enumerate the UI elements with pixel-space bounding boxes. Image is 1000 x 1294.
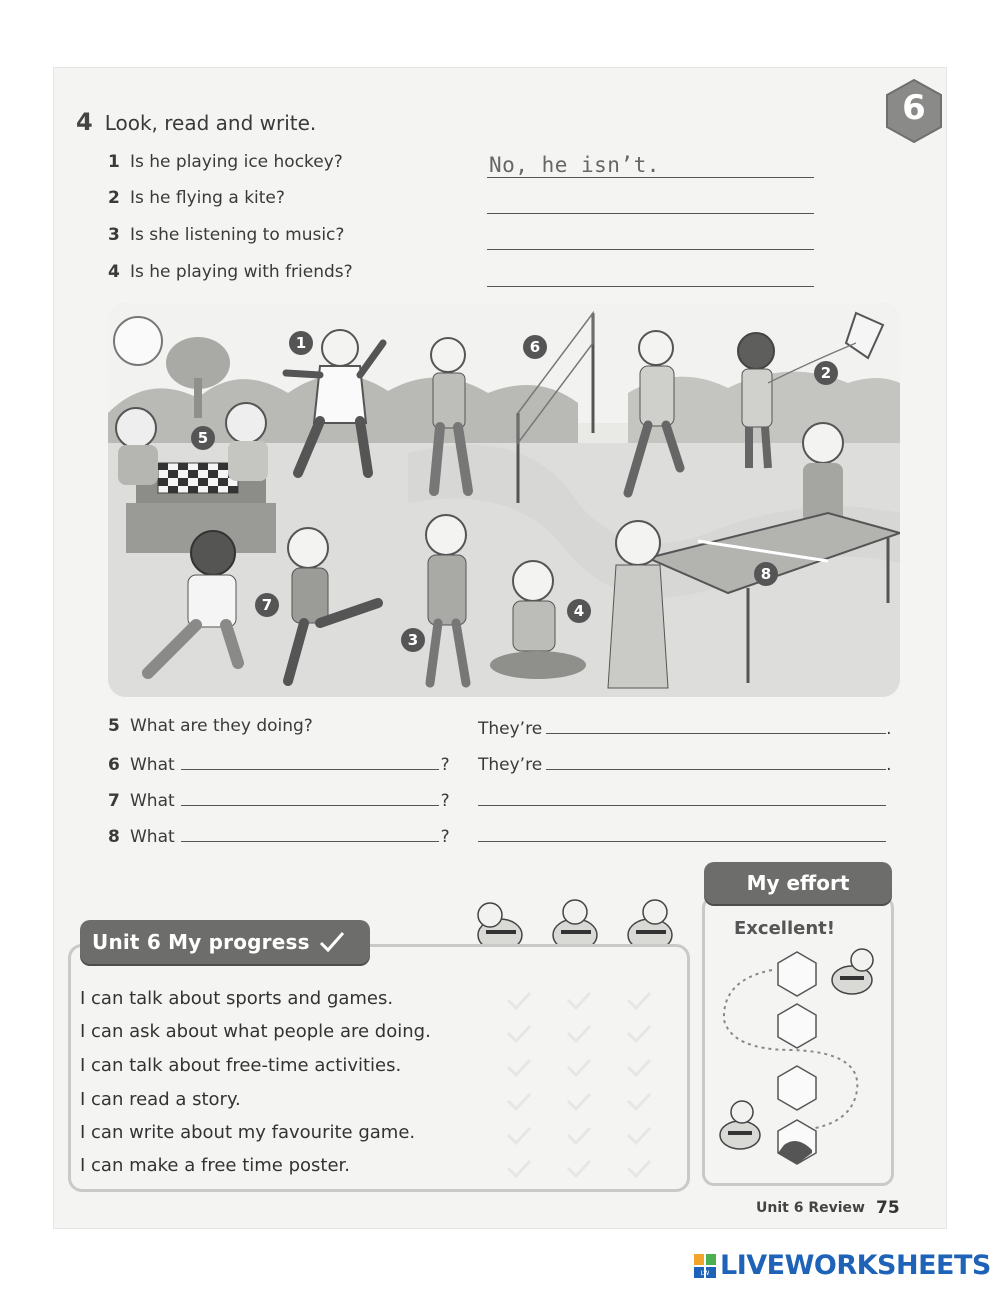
question-3 <box>108 225 344 245</box>
question-8 <box>108 824 450 847</box>
svg-text:2: 2 <box>820 364 832 382</box>
answer-field-3[interactable] <box>487 224 814 250</box>
question-number: 5 <box>108 716 120 736</box>
answer-5 <box>478 716 892 739</box>
svg-text:8: 8 <box>760 565 772 583</box>
question-blank-6[interactable] <box>181 752 439 770</box>
svg-text:6: 6 <box>529 338 541 356</box>
question-6 <box>108 752 450 775</box>
picture-label-5 <box>191 426 215 450</box>
answer-blank-5[interactable] <box>546 716 886 734</box>
answer-text <box>487 189 489 213</box>
question-text: What are they doing? <box>130 716 313 736</box>
question-word: What <box>130 791 175 811</box>
question-text: Is he playing ice hockey? <box>130 152 343 172</box>
question-number: 2 <box>108 188 120 208</box>
answer-field-1[interactable] <box>487 152 814 178</box>
effort-hexagon-path-icon <box>712 940 887 1175</box>
example-answer: No, he isn’t. <box>489 153 660 177</box>
progress-item-4: I can read a story. <box>80 1089 241 1110</box>
exercise-title: Look, read and write. <box>104 111 317 135</box>
answer-blank-7[interactable] <box>478 788 886 806</box>
progress-item-2: I can ask about what people are doing. <box>80 1021 431 1042</box>
svg-text:5: 5 <box>197 429 209 447</box>
progress-title-text: Unit 6 My progress <box>92 930 310 954</box>
answer-6 <box>478 752 892 775</box>
answer-field-2[interactable] <box>487 188 814 214</box>
picture-label-8 <box>754 562 778 586</box>
footer-section: Unit 6 Review <box>756 1200 865 1216</box>
picture-label-3 <box>401 628 425 652</box>
picture-label-2 <box>814 361 838 385</box>
question-2 <box>108 188 285 208</box>
progress-item-6: I can make a free time poster. <box>80 1155 350 1176</box>
svg-text:7: 7 <box>261 596 273 614</box>
progress-title <box>80 920 370 964</box>
period: . <box>886 755 892 775</box>
question-4 <box>108 262 353 282</box>
svg-text:LW: LW <box>700 1269 710 1277</box>
question-number: 4 <box>108 262 120 282</box>
answer-text <box>487 262 489 286</box>
faint-checkmarks-icon <box>488 985 678 1185</box>
question-text: Is he playing with friends? <box>130 262 353 282</box>
question-mark: ? <box>440 791 450 811</box>
unit-number: 6 <box>902 88 926 128</box>
effort-label: Excellent! <box>734 918 835 939</box>
answer-prefix: They’re <box>478 719 543 739</box>
question-number: 1 <box>108 152 120 172</box>
period: . <box>886 719 892 739</box>
answer-prefix: They’re <box>478 755 543 775</box>
park-scene-illustration <box>108 303 900 697</box>
question-mark: ? <box>440 755 450 775</box>
checkmark-icon <box>318 930 346 954</box>
sun-icon <box>114 317 162 365</box>
question-number: 3 <box>108 225 120 245</box>
unit-badge <box>884 78 944 144</box>
question-number: 7 <box>108 791 120 811</box>
question-number: 6 <box>108 755 120 775</box>
question-text: Is he flying a kite? <box>130 188 285 208</box>
question-1 <box>108 152 343 172</box>
answer-8 <box>478 824 886 842</box>
answer-text <box>487 225 489 249</box>
answer-blank-8[interactable] <box>478 824 886 842</box>
question-5 <box>108 716 313 736</box>
question-word: What <box>130 755 175 775</box>
brand-name: LIVEWORKSHEETS <box>720 1250 991 1281</box>
svg-text:1: 1 <box>295 334 307 352</box>
question-mark: ? <box>440 827 450 847</box>
svg-text:4: 4 <box>573 602 585 620</box>
question-blank-8[interactable] <box>181 824 439 842</box>
question-text: Is she listening to music? <box>130 225 345 245</box>
exercise-header <box>76 108 316 136</box>
question-7 <box>108 788 450 811</box>
picture-label-6 <box>523 335 547 359</box>
liveworksheets-logo-icon <box>694 1254 716 1278</box>
progress-item-3: I can talk about free-time activities. <box>80 1055 402 1076</box>
answer-blank-6[interactable] <box>546 752 886 770</box>
progress-item-1: I can talk about sports and games. <box>80 988 394 1009</box>
svg-text:3: 3 <box>407 631 419 649</box>
question-word: What <box>130 827 175 847</box>
liveworksheets-brand[interactable] <box>694 1250 991 1281</box>
question-number: 8 <box>108 827 120 847</box>
effort-title: My effort <box>704 862 892 904</box>
picture-label-1 <box>289 331 313 355</box>
picture-label-7 <box>255 593 279 617</box>
answer-field-4[interactable] <box>487 261 814 287</box>
answer-7 <box>478 788 886 806</box>
page-number: 75 <box>876 1198 900 1218</box>
exercise-number: 4 <box>76 108 93 136</box>
progress-item-5: I can write about my favourite game. <box>80 1122 416 1143</box>
question-blank-7[interactable] <box>181 788 439 806</box>
picture-label-4 <box>567 599 591 623</box>
